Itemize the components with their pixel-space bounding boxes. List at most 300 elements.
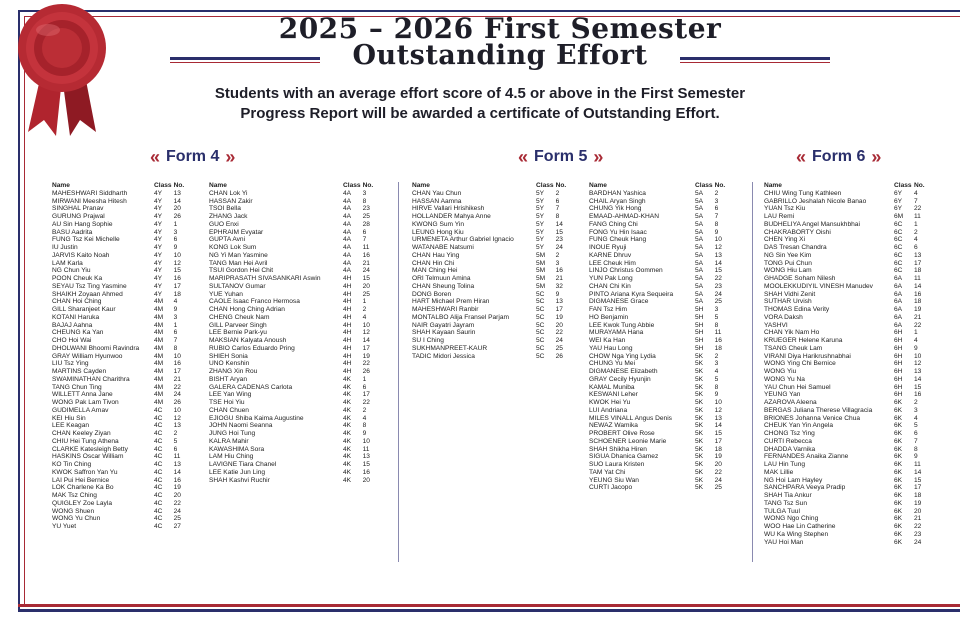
student-number: 22	[173, 499, 181, 507]
table-row	[209, 376, 381, 384]
student-name: CHO Hoi Wai	[52, 337, 92, 344]
student-class: 4H	[343, 298, 352, 306]
table-row	[764, 298, 932, 306]
student-name: WU Ka Wing Stephen	[764, 530, 829, 538]
student-name: CHAIL Aryan Singh	[589, 197, 646, 205]
student-class: 5Y	[536, 220, 545, 228]
student-name: SHAH Vidhi Zenit	[764, 290, 816, 298]
table-row	[412, 221, 574, 229]
table-row	[209, 337, 381, 345]
table-row	[209, 446, 381, 454]
table-row	[412, 229, 574, 237]
student-number: 21	[914, 515, 922, 523]
student-name: LEE Yan Wing	[209, 391, 252, 399]
table-row	[589, 213, 733, 221]
student-class: 4Y	[154, 228, 163, 236]
student-class: 6H	[894, 360, 903, 368]
student-name: CHEUK Yan Yin Angela	[764, 422, 834, 430]
student-number: 10	[173, 352, 181, 360]
table-row	[412, 345, 574, 353]
student-class: 6H	[894, 337, 903, 344]
student-class: 4H	[343, 337, 352, 344]
student-name: YASHVI	[764, 321, 788, 329]
student-name: SEYAU Tsz Ting Yasmine	[52, 282, 127, 290]
student-number: 12	[173, 259, 181, 267]
student-number: 2	[714, 189, 719, 197]
student-name: HASKINS Oscar William	[52, 453, 124, 461]
table-row	[764, 391, 932, 399]
table-row	[52, 508, 192, 516]
student-class: 6H	[894, 344, 903, 352]
student-name: GILL Parveer Singh	[209, 321, 267, 329]
student-name: CHAN Keeley Ziyan	[52, 430, 111, 437]
student-name: GALERA CADENAS Carlota	[209, 383, 293, 391]
student-class: 5A	[695, 228, 704, 236]
student-class: 6H	[894, 391, 903, 399]
bottom-band-navy	[18, 609, 960, 612]
student-name: SINGHAL Pranav	[52, 205, 104, 213]
student-name: NG Chun Yiu	[52, 267, 91, 275]
student-class: 5A	[695, 290, 704, 298]
student-name: YUE Yuhan	[209, 290, 243, 298]
student-number: 8	[714, 321, 719, 329]
student-number: 5	[714, 313, 719, 321]
student-class: 4A	[343, 189, 352, 197]
student-name: INOUE Ryuji	[589, 244, 627, 251]
student-name: MOOLEKKUDIYIL VINESH Manudev	[764, 282, 873, 290]
table-row	[589, 477, 733, 485]
table-row	[209, 260, 381, 268]
column-header-name: Name	[52, 182, 70, 189]
table-row	[52, 244, 192, 252]
student-number: 4	[362, 313, 367, 321]
student-number: 4	[914, 236, 918, 244]
student-class: 4C	[154, 461, 163, 468]
student-number: 24	[714, 476, 722, 484]
student-class: 6A	[894, 290, 903, 298]
table-row	[764, 407, 932, 415]
table-row	[209, 345, 381, 353]
student-number: 20	[914, 507, 922, 515]
column-header-name: Name	[589, 182, 607, 189]
student-name: CLARKE Katesleigh Betty	[52, 445, 128, 453]
student-name: GILL Sharanjeet Kaur	[52, 306, 116, 313]
student-class: 4K	[343, 414, 352, 422]
form-6-label: Form 6	[812, 148, 866, 165]
table-row	[589, 221, 733, 229]
table-row	[209, 267, 381, 275]
student-class: 4A	[343, 259, 352, 267]
student-name: TSUI Gordon Hei Chit	[209, 267, 274, 275]
table-row	[209, 322, 381, 330]
student-number: 15	[714, 430, 722, 437]
student-class: 5K	[695, 468, 704, 476]
student-class: 4M	[154, 368, 164, 375]
table-row	[589, 453, 733, 461]
student-number: 24	[914, 538, 922, 546]
student-number: 23	[914, 530, 922, 538]
student-number: 22	[914, 523, 922, 530]
student-number: 15	[173, 267, 181, 275]
table-row	[764, 236, 932, 244]
student-class: 4M	[154, 360, 164, 368]
student-number: 16	[173, 275, 181, 282]
column-separator	[752, 182, 753, 562]
student-number: 14	[362, 337, 370, 344]
table-row	[589, 353, 733, 361]
student-name: YU Yuet	[52, 523, 77, 530]
student-number: 14	[914, 468, 922, 476]
column-header-class: Class	[695, 182, 713, 189]
student-name: LAU Remi	[764, 213, 795, 220]
student-class: 4Y	[154, 205, 163, 213]
student-number: 10	[714, 236, 722, 244]
table-row	[209, 430, 381, 438]
table-row	[764, 252, 932, 260]
table-row	[589, 376, 733, 384]
student-name: AU Sin Hang Sophie	[52, 220, 113, 228]
table-row	[589, 205, 733, 213]
student-name: MAHESHWARI Ranbir	[412, 306, 479, 313]
student-class: 4H	[343, 344, 352, 352]
student-class: 4Y	[154, 267, 163, 275]
student-name: BRIONES Johanna Venice Chua	[764, 414, 861, 422]
student-number: 17	[914, 484, 922, 492]
wax-seal-icon	[0, 0, 140, 140]
student-class: 5M	[536, 282, 546, 290]
student-class: 5H	[695, 313, 704, 321]
student-number: 3	[914, 406, 918, 414]
student-class: 4C	[154, 468, 163, 476]
student-class: 4Y	[154, 251, 163, 259]
student-number: 15	[914, 383, 922, 391]
student-number: 18	[714, 344, 722, 352]
table-row	[209, 213, 381, 221]
student-name: CHAN Sheung Tolina	[412, 282, 475, 290]
table-row	[209, 275, 381, 283]
table-row	[764, 477, 932, 485]
student-name: THOMAS Edina Verity	[764, 306, 830, 313]
student-name: DIGMANESE Elizabeth	[589, 368, 658, 375]
student-class: 4Y	[154, 259, 163, 267]
student-name: VIRANI Diya Harikrushnabhai	[764, 352, 851, 360]
chevron-right-icon: »	[871, 147, 882, 167]
student-name: SULTANOV Gumar	[209, 282, 266, 290]
student-number: 12	[914, 360, 922, 368]
student-class: 4K	[343, 406, 352, 414]
student-number: 13	[714, 414, 722, 422]
table-header-row	[209, 182, 381, 190]
student-number: 19	[555, 313, 563, 321]
student-class: 6A	[894, 321, 903, 329]
table-row	[764, 353, 932, 361]
table-row	[52, 438, 192, 446]
student-class: 5K	[695, 430, 704, 437]
student-class: 5H	[695, 306, 704, 313]
student-name: NG Hoi Lam Hayley	[764, 476, 823, 484]
student-name: YAU Hoi Man	[764, 538, 804, 546]
student-class: 4K	[343, 422, 352, 430]
student-number: 13	[914, 368, 922, 375]
page-title-line1: 2025 – 2026 First Semester	[278, 12, 722, 45]
form-5-label: Form 5	[534, 148, 588, 165]
student-number: 22	[362, 399, 370, 406]
student-name: NAIR Gayatri Jayram	[412, 321, 475, 329]
student-class: 4H	[343, 275, 352, 282]
student-class: 4A	[343, 213, 352, 220]
student-number: 21	[914, 313, 922, 321]
student-class: 4C	[154, 406, 163, 414]
student-number: 13	[173, 189, 181, 197]
student-name: SHAIKH Zoyaan Ahmed	[52, 290, 123, 298]
table-row	[589, 329, 733, 337]
table-row	[209, 306, 381, 314]
student-number: 11	[914, 461, 921, 468]
student-number: 25	[362, 213, 370, 220]
student-class: 6C	[894, 244, 903, 251]
student-number: 8	[173, 344, 178, 352]
student-name: WONG Yu Na	[764, 375, 805, 383]
student-class: 4C	[154, 445, 163, 453]
table-row	[764, 337, 932, 345]
student-class: 4C	[154, 523, 163, 530]
student-name: GUPTA Avni	[209, 236, 246, 244]
table-header-row	[412, 182, 574, 190]
student-class: 5K	[695, 399, 704, 406]
table-row	[764, 329, 932, 337]
student-class: 5K	[695, 368, 704, 375]
student-name: BUDHELIYA Angel Mansukhbhai	[764, 220, 860, 228]
student-class: 5A	[695, 197, 704, 205]
student-number: 18	[173, 290, 181, 298]
student-class: 5Y	[536, 244, 545, 251]
form-4-label: Form 4	[166, 148, 220, 165]
student-name: SHAH Kayaan Saurin	[412, 329, 476, 337]
table-row	[209, 477, 381, 485]
student-class: 4H	[343, 313, 352, 321]
table-row	[52, 360, 192, 368]
table-row	[764, 492, 932, 500]
table-row	[764, 384, 932, 392]
student-class: 5A	[695, 244, 704, 251]
student-name: FAN Tsz Him	[589, 306, 627, 313]
student-name: CHEUNG Ka Yan	[52, 329, 104, 337]
student-number: 11	[914, 213, 921, 220]
student-class: 6K	[894, 515, 903, 523]
student-number: 15	[362, 275, 370, 282]
student-number: 8	[914, 445, 918, 453]
table-row	[52, 430, 192, 438]
student-class: 5Y	[536, 236, 545, 244]
table-row	[764, 198, 932, 206]
student-name: CHAKRABORTY Oishi	[764, 228, 831, 236]
table-row	[209, 190, 381, 198]
student-number: 16	[173, 476, 181, 484]
table-row	[589, 275, 733, 283]
table-row	[52, 384, 192, 392]
student-name: HASSAN Zakir	[209, 197, 253, 205]
student-class: 5K	[695, 383, 704, 391]
student-name: YUN Pak Long	[589, 275, 633, 282]
student-class: 6C	[894, 259, 903, 267]
table-header-row	[589, 182, 733, 190]
student-number: 21	[362, 259, 370, 267]
student-name: HIRVE Vallari Hrishikesh	[412, 205, 485, 213]
student-table	[209, 182, 381, 484]
table-row	[764, 213, 932, 221]
student-name: SANCHPARA Veeya Pradip	[764, 484, 846, 492]
student-name: TANG Chun Ting	[52, 383, 102, 391]
student-number: 2	[914, 399, 918, 406]
student-name: JARVIS Kaito Noah	[52, 251, 110, 259]
student-number: 25	[173, 515, 181, 523]
table-row	[52, 422, 192, 430]
student-number: 1	[914, 329, 918, 337]
form-6-heading	[796, 146, 881, 168]
student-class: 4C	[154, 437, 163, 445]
student-number: 10	[173, 251, 181, 259]
table-row	[52, 376, 192, 384]
column-header-no: No.	[714, 182, 726, 189]
student-number: 9	[914, 344, 918, 352]
subtitle	[170, 84, 790, 124]
student-number: 7	[362, 236, 367, 244]
student-class: 5M	[536, 275, 546, 282]
table-row	[52, 446, 192, 454]
table-row	[52, 314, 192, 322]
student-class: 4M	[154, 298, 164, 306]
student-name: CHEN Ying Xi	[764, 236, 806, 244]
student-number: 7	[173, 337, 178, 344]
table-row	[52, 283, 192, 291]
student-class: 5K	[695, 422, 704, 430]
table-row	[412, 306, 574, 314]
student-name: KWONG Sum Yin	[412, 220, 465, 228]
student-class: 4A	[343, 220, 352, 228]
table-row	[589, 415, 733, 423]
student-class: 6K	[894, 507, 903, 515]
student-name: EMAAD-AHMAD-KHAN	[589, 213, 659, 220]
student-number: 9	[362, 430, 367, 437]
student-number: 3	[714, 197, 719, 205]
student-name: GABRILLO Jeshalah Nicole Banao	[764, 197, 867, 205]
student-name: KARNE Dhruv	[589, 251, 632, 259]
student-name: KAWASHIMA Sora	[209, 445, 265, 453]
student-name: MURAYAMA Hana	[589, 329, 644, 337]
student-number: 22	[914, 321, 922, 329]
student-class: 6K	[894, 453, 903, 461]
student-number: 18	[714, 445, 722, 453]
table-row	[589, 298, 733, 306]
student-class: 4K	[343, 430, 352, 437]
student-class: 5H	[695, 329, 704, 337]
student-name: LAM Karla	[52, 259, 83, 267]
student-name: HO Benjamin	[589, 313, 629, 321]
table-row	[209, 399, 381, 407]
student-class: 6K	[894, 422, 903, 430]
student-class: 6A	[894, 313, 903, 321]
table-row	[52, 407, 192, 415]
table-row	[589, 399, 733, 407]
table-row	[52, 205, 192, 213]
student-class: 4C	[154, 453, 163, 461]
student-number: 24	[173, 507, 181, 515]
table-row	[764, 415, 932, 423]
student-class: 4Y	[154, 275, 163, 282]
student-class: 5C	[536, 298, 545, 306]
student-name: CHOW Nga Ying Lydia	[589, 352, 656, 360]
student-class: 6H	[894, 375, 903, 383]
student-class: 4Y	[154, 244, 163, 251]
student-number: 14	[714, 422, 722, 430]
student-class: 6C	[894, 251, 903, 259]
student-name: FUNG Cheuk Hang	[589, 236, 647, 244]
column-header-class: Class	[343, 182, 361, 189]
student-name: HASSAN Aamna	[412, 197, 462, 205]
table-row	[589, 360, 733, 368]
student-number: 17	[914, 259, 922, 267]
table-row	[589, 337, 733, 345]
student-name: GUDIMELLA Arnav	[52, 406, 109, 414]
student-name: MIRWANI Meesha Hitesh	[52, 197, 127, 205]
student-number: 6	[362, 383, 367, 391]
student-name: CURTI Rebecca	[764, 437, 812, 445]
student-number: 10	[714, 399, 722, 406]
table-row	[764, 376, 932, 384]
student-number: 4	[914, 414, 918, 422]
student-name: CHAN Lok Yi	[209, 189, 248, 197]
student-class: 5C	[536, 313, 545, 321]
student-name: KOTANI Haruka	[52, 313, 100, 321]
student-name: KEI Hiu Sin	[52, 414, 86, 422]
student-number: 13	[714, 251, 722, 259]
student-name: GRAY William Hyunwoo	[52, 352, 123, 360]
student-number: 3	[173, 228, 178, 236]
student-name: KESWANI Leher	[589, 391, 638, 399]
table-row	[209, 360, 381, 368]
table-row	[209, 205, 381, 213]
student-class: 4C	[154, 499, 163, 507]
student-class: 5K	[695, 484, 704, 492]
student-name: MAK Lillie	[764, 468, 794, 476]
student-name: NG Yi Man Yasmine	[209, 251, 268, 259]
form-5-column-2	[589, 182, 733, 492]
student-class: 4H	[343, 329, 352, 337]
student-name: YAU Chun Hei Samuel	[764, 383, 831, 391]
student-name: SHAH Kashvi Ruchir	[209, 476, 270, 484]
student-name: GHADGE Soham Nilesh	[764, 275, 836, 282]
student-number: 15	[362, 461, 370, 468]
student-name: WEI Ka Han	[589, 337, 626, 344]
form-5-column-1	[412, 182, 574, 360]
column-separator	[398, 182, 399, 562]
table-row	[52, 492, 192, 500]
student-number: 19	[914, 306, 922, 313]
table-row	[764, 322, 932, 330]
student-number: 28	[362, 220, 370, 228]
table-row	[412, 275, 574, 283]
table-row	[52, 515, 192, 523]
student-name: NG Sin Yee Kim	[764, 251, 812, 259]
student-name: CHUNG Yu Mei	[589, 360, 636, 368]
student-number: 26	[173, 213, 181, 220]
table-row	[52, 198, 192, 206]
student-name: VORA Daksh	[764, 313, 803, 321]
student-name: WONG Pak Lam Tivon	[52, 399, 119, 406]
student-number: 13	[362, 453, 370, 461]
student-number: 7	[714, 213, 719, 220]
student-number: 3	[362, 189, 367, 197]
